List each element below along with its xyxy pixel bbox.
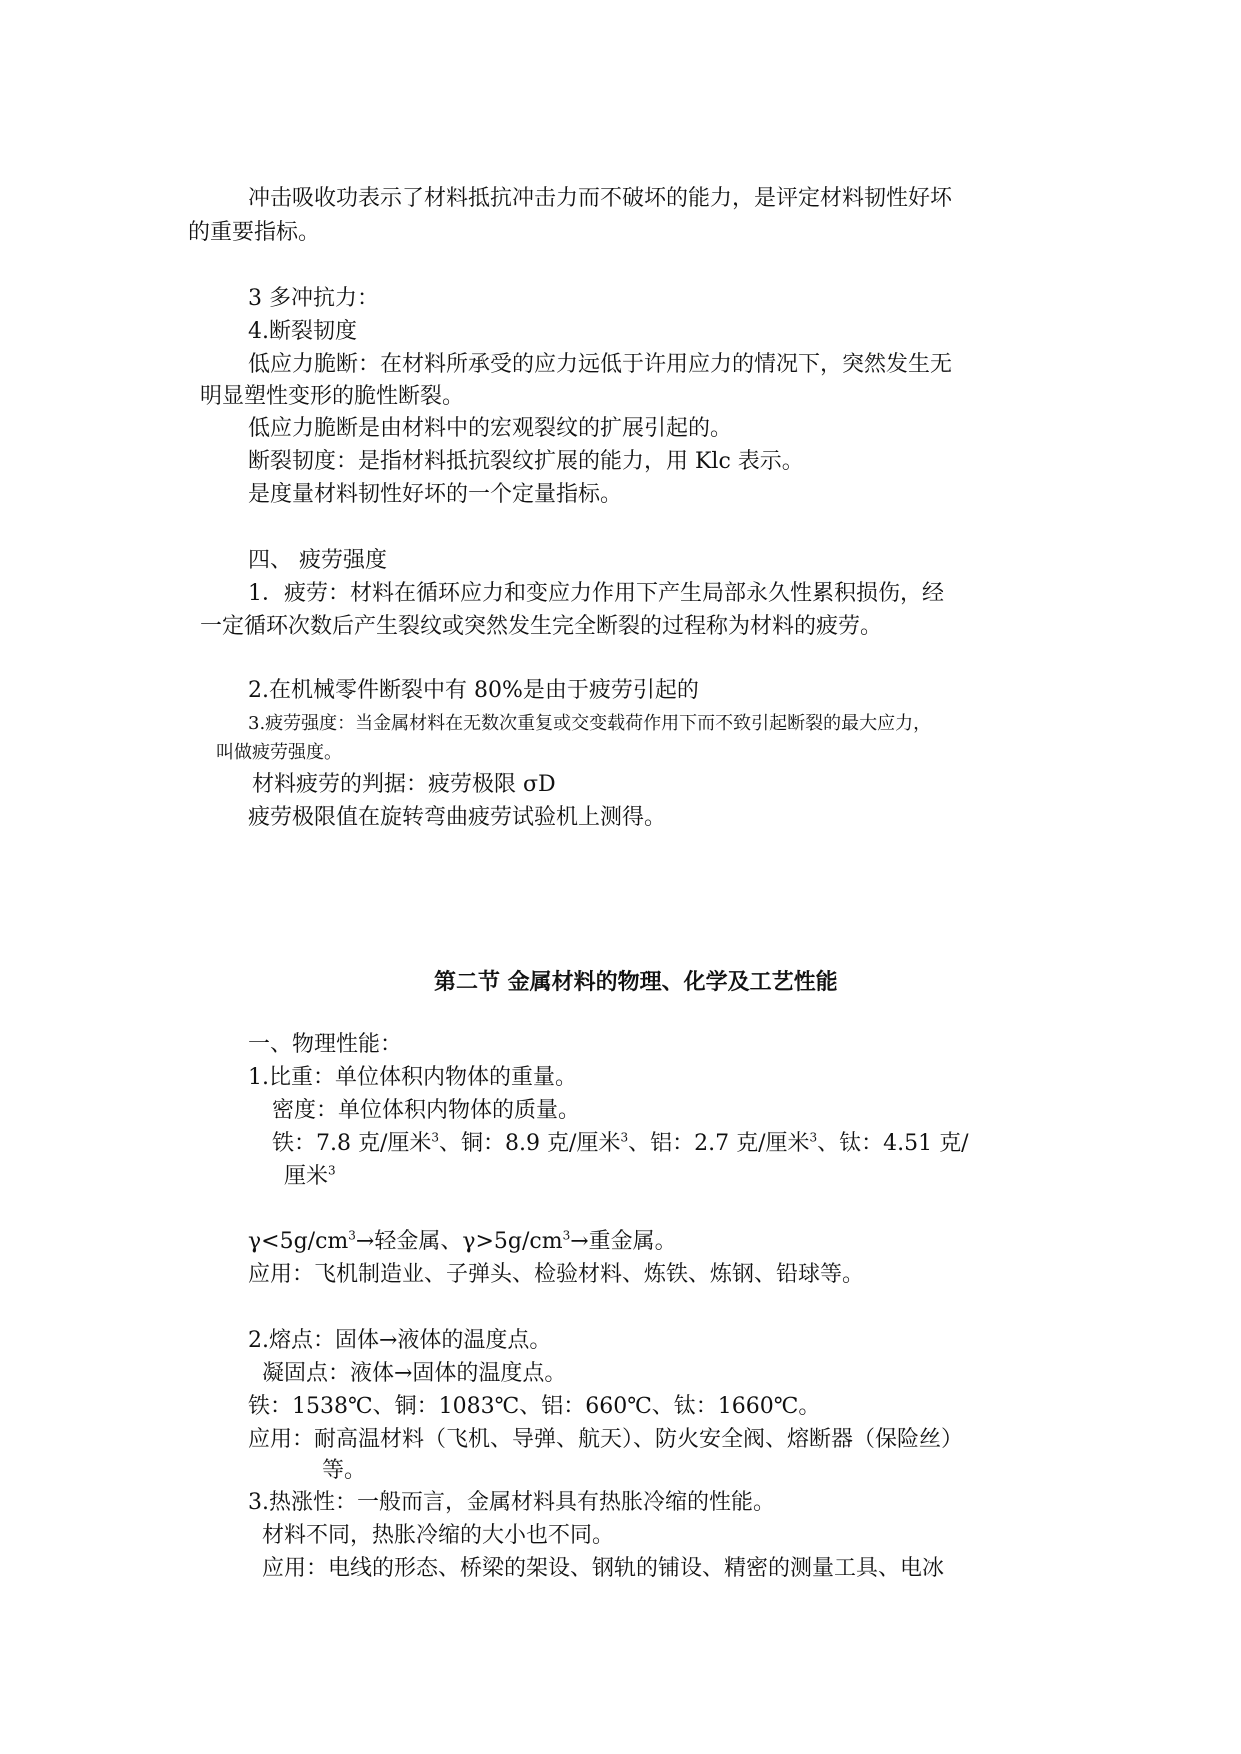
paragraph-line: 材料不同，热胀冷缩的大小也不同。	[262, 1523, 615, 1548]
paragraph-line: 应用：电线的形态、桥梁的架设、钢轨的铺设、精密的测量工具、电冰	[262, 1556, 945, 1581]
subheading: 一、物理性能：	[248, 1032, 403, 1057]
paragraph-line: 密度：单位体积内物体的质量。	[272, 1098, 581, 1123]
superscript: 3	[809, 1130, 818, 1145]
text-run: 、铜：8.9 克/厘米	[439, 1131, 621, 1156]
paragraph-line: 是度量材料韧性好坏的一个定量指标。	[248, 482, 623, 507]
superscript: 3	[348, 1228, 356, 1243]
paragraph-line: 等。	[322, 1458, 367, 1483]
paragraph-line: 铁：1538℃、铜：1083℃、铝：660℃、钛：1660℃。	[248, 1394, 821, 1419]
paragraph-line: 一定循环次数后产生裂纹或突然发生完全断裂的过程称为材料的疲劳。	[200, 614, 883, 639]
section-title: 第二节 金属材料的物理、化学及工艺性能	[434, 969, 838, 995]
superscript: 3	[431, 1130, 440, 1145]
paragraph-line-small: 3.疲劳强度：当金属材料在无数次重复或交变载荷作用下而不致引起断裂的最大应力，	[248, 713, 932, 734]
paragraph-line: 低应力脆断是由材料中的宏观裂纹的扩展引起的。	[248, 416, 733, 441]
subheading: 4.断裂韧度	[248, 319, 357, 344]
paragraph-line: 3.热涨性：一般而言，金属材料具有热胀冷缩的性能。	[248, 1490, 775, 1515]
paragraph-line: 应用：飞机制造业、子弹头、检验材料、炼铁、炼钢、铅球等。	[248, 1262, 865, 1287]
text-run: 厘米	[284, 1164, 329, 1189]
paragraph-line	[272, 1130, 969, 1158]
text-run: 、铝：2.7 克/厘米	[628, 1131, 810, 1156]
text-run: γ<5g/cm	[248, 1229, 349, 1254]
paragraph-line: 明显塑性变形的脆性断裂。	[200, 384, 465, 409]
subheading: 四、 疲劳强度	[248, 548, 387, 573]
paragraph-line: 3 多冲抗力：	[248, 286, 379, 311]
text-run: →轻金属、γ>5g/cm	[355, 1229, 563, 1254]
superscript: 3	[620, 1130, 629, 1145]
text-run: 铁：7.8 克/厘米	[272, 1131, 432, 1156]
paragraph-line: 断裂韧度：是指材料抵抗裂纹扩展的能力，用 Klc 表示。	[248, 449, 804, 474]
superscript: 3	[328, 1163, 336, 1178]
paragraph-line: 1.比重：单位体积内物体的重量。	[248, 1065, 577, 1090]
paragraph-line: 疲劳极限值在旋转弯曲疲劳试验机上测得。	[248, 805, 667, 830]
paragraph-line: 凝固点：液体→固体的温度点。	[262, 1361, 567, 1386]
paragraph-line: 冲击吸收功表示了材料抵抗冲击力而不破坏的能力，是评定材料韧性好坏	[248, 186, 953, 211]
paragraph-line: 材料疲劳的判据：疲劳极限 σD	[252, 772, 556, 797]
text-run: →重金属。	[570, 1229, 677, 1254]
paragraph-line	[248, 1228, 677, 1256]
paragraph-line: 1．疲劳：材料在循环应力和变应力作用下产生局部永久性累积损伤，经	[248, 581, 944, 606]
paragraph-line: 2.在机械零件断裂中有 80%是由于疲劳引起的	[248, 678, 699, 703]
text-run: 、钛：4.51 克/	[817, 1131, 969, 1156]
paragraph-line: 2.熔点：固体→液体的温度点。	[248, 1328, 552, 1353]
paragraph-line: 应用：耐高温材料（飞机、导弹、航天）、防火安全阀、熔断器（保险丝）	[248, 1427, 964, 1452]
paragraph-line-small: 叫做疲劳强度。	[216, 742, 342, 763]
paragraph-line: 的重要指标。	[188, 220, 321, 245]
superscript: 3	[562, 1228, 571, 1243]
paragraph-line: 低应力脆断：在材料所承受的应力远低于许用应力的情况下，突然发生无	[248, 352, 953, 377]
paragraph-line	[284, 1163, 336, 1191]
